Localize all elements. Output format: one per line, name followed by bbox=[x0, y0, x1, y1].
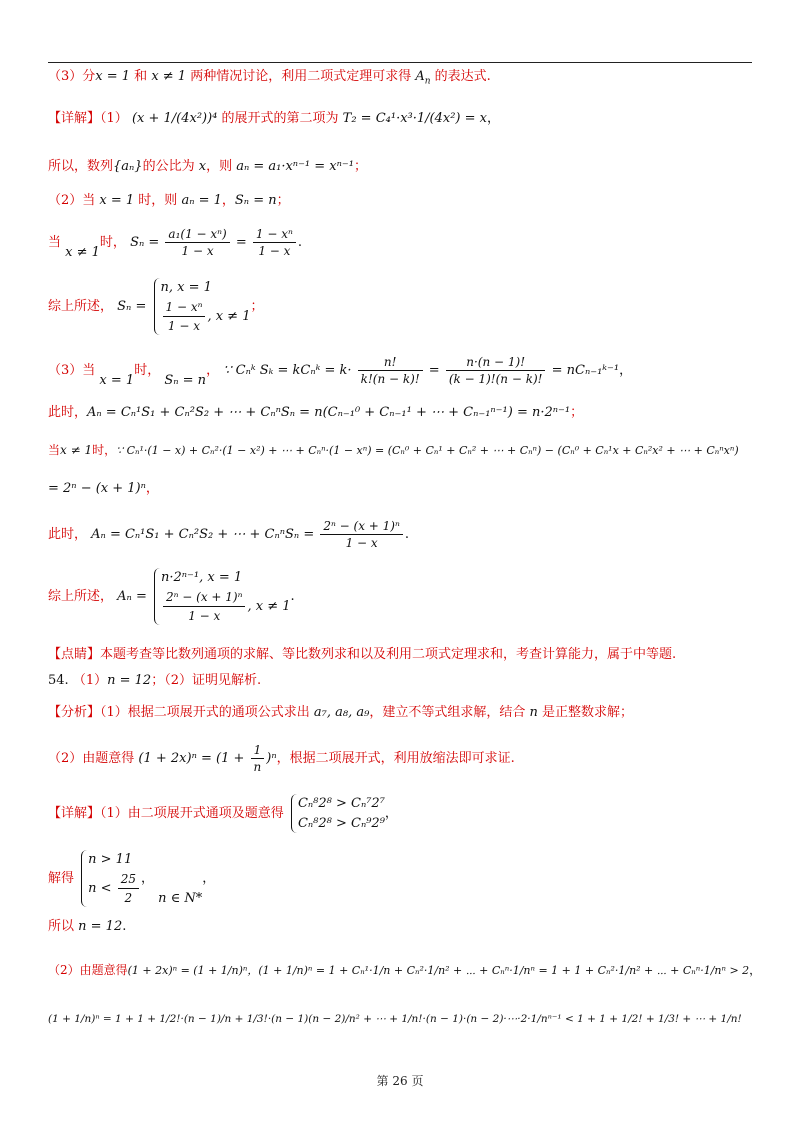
l2b-den2: 1 − x bbox=[258, 244, 291, 259]
l2b-pre: 当 bbox=[48, 235, 62, 251]
l2b-den1: 1 − x bbox=[181, 244, 214, 259]
line-2a bbox=[48, 192, 290, 210]
l3e-frac bbox=[320, 518, 403, 551]
q54-ans1: n = 12 bbox=[107, 673, 152, 688]
sum1-case2-num: 1 − xⁿ bbox=[163, 298, 206, 317]
l2a-f2: Sₙ = n bbox=[234, 193, 277, 208]
l2b-mid: 时， bbox=[99, 235, 126, 251]
proof1-formula: (1 + 2x)ⁿ = (1 + 1/n)ⁿ，(1 + 1/n)ⁿ = 1 + Cₙ¹·1/n + Cₙ²·1/n² + ⋯ + Cₙⁿ·1/nⁿ = 1 + 1 + Cₙ²·1/n² + ⋯ + Cₙⁿ·1/nⁿ > 2 bbox=[127, 964, 750, 977]
proof1-post: ， bbox=[749, 963, 762, 977]
sothat-pre: 所以 bbox=[48, 919, 79, 934]
l2b-num2: 1 − xⁿ bbox=[253, 226, 296, 243]
analysis2-frac-num: 1 bbox=[251, 742, 265, 759]
l3e-den: 1 − x bbox=[345, 536, 378, 551]
l3b-formula: Aₙ = Cₙ¹S₁ + Cₙ²S₂ + ⋯ + CₙⁿSₙ = n(Cₙ₋₁⁰ + Cₙ₋₁¹ + ⋯ + Cₙ₋₁ⁿ⁻¹) = n·2ⁿ⁻¹ bbox=[87, 405, 571, 420]
l2a-f1: aₙ = 1 bbox=[181, 193, 222, 208]
sum2-case2-den: 1 − x bbox=[188, 608, 221, 623]
solve-pre: 解得 bbox=[48, 870, 75, 886]
comment-line bbox=[48, 646, 676, 664]
proof1-pre: （2）由题意得 bbox=[48, 963, 128, 977]
detail1-mid: 的展开式的第二项为 bbox=[217, 111, 343, 126]
detail2-ineq2: Cₙ⁸2⁸ > Cₙ⁹2⁹ bbox=[297, 815, 385, 831]
q54-sep: ；（2）证明见解析. bbox=[151, 673, 262, 688]
analysis2-pre: （2）由题意得 bbox=[48, 751, 139, 767]
hint-sub: n bbox=[424, 76, 431, 87]
ratio-mid: 的公比为 bbox=[142, 159, 199, 174]
detail2-cases bbox=[291, 794, 385, 833]
solve-c2-den: 2 bbox=[124, 890, 133, 905]
line-3e bbox=[48, 518, 409, 551]
sum2-lhs: Aₙ = bbox=[117, 588, 147, 604]
l3a-den1: k!(n − k)! bbox=[360, 372, 420, 387]
detail1-post: ， bbox=[486, 111, 500, 126]
l2a-cond: x = 1 bbox=[99, 193, 135, 208]
l3b-post: ； bbox=[570, 405, 584, 420]
ratio-formula: aₙ = a₁·xⁿ⁻¹ = xⁿ⁻¹ bbox=[236, 159, 354, 174]
sothat-line bbox=[48, 918, 126, 936]
header-rule bbox=[48, 62, 752, 63]
hint-post: 的表达式. bbox=[430, 69, 491, 84]
detail2-pre: （1）由二项展开式通项及题意得 bbox=[100, 806, 284, 821]
l3c-mid: 时， bbox=[92, 443, 117, 457]
l3a-tail: = nCₙ₋₁ᵏ⁻¹ bbox=[551, 363, 620, 379]
line-3b bbox=[48, 404, 583, 422]
detail1-line bbox=[48, 110, 500, 128]
analysis2-line bbox=[48, 742, 515, 775]
analysis2-frac bbox=[251, 742, 265, 775]
analysis2-rhs-close: )ⁿ bbox=[266, 751, 277, 767]
summary1 bbox=[48, 278, 264, 335]
q54-p1: （1） bbox=[72, 673, 108, 688]
l3e-num: 2ⁿ − (x + 1)ⁿ bbox=[320, 518, 403, 535]
summary2 bbox=[48, 568, 295, 625]
sum2-post: . bbox=[290, 588, 295, 604]
analysis-line bbox=[48, 704, 633, 722]
l2b-frac2 bbox=[253, 226, 296, 259]
ratio-post: ； bbox=[353, 159, 367, 174]
l3a-f: Sₙ = n bbox=[164, 373, 207, 389]
hint-cond1: x = 1 bbox=[95, 69, 131, 84]
ratio-q: x bbox=[198, 159, 207, 174]
l3a-num2: n·(n − 1)! bbox=[446, 354, 546, 371]
q54-line bbox=[48, 672, 261, 690]
analysis-post: 是正整数求解； bbox=[537, 705, 633, 720]
proof1-line bbox=[48, 962, 761, 979]
sum1-cases bbox=[154, 278, 251, 335]
solve-c2-frac bbox=[118, 870, 139, 907]
ratio-seq: {aₙ} bbox=[113, 159, 143, 174]
detail1-expr: (x + 1/(4x²))⁴ bbox=[131, 111, 218, 126]
analysis-tag: 【分析】 bbox=[48, 705, 101, 720]
hint-sym: A bbox=[415, 69, 425, 84]
solve-c1: n > 11 bbox=[88, 852, 133, 867]
l2b-cond: x ≠ 1 bbox=[65, 245, 100, 261]
detail2-tag: 【详解】 bbox=[48, 806, 101, 821]
sum1-case2-frac bbox=[163, 298, 206, 335]
l3a-num1: n! bbox=[358, 354, 423, 371]
l3a-mid2: ， bbox=[206, 363, 220, 379]
l3a-den2: (k − 1)!(n − k)! bbox=[448, 372, 543, 387]
l3a-frac1 bbox=[358, 354, 423, 387]
solve-c2-lhs: n < bbox=[88, 880, 112, 896]
l3a-pre: （3）当 bbox=[48, 363, 96, 379]
line-3a bbox=[48, 354, 632, 387]
detail1-term: T₂ = C₄¹·x³·1/(4x²) = x bbox=[342, 111, 487, 126]
q54-number: 54. bbox=[48, 673, 69, 688]
hint-cond2: x ≠ 1 bbox=[151, 69, 187, 84]
analysis2-post: ，根据二项展开式，利用放缩法即可求证. bbox=[276, 751, 515, 767]
l3a-mid: 时， bbox=[134, 363, 161, 379]
l2a-sep: ， bbox=[221, 193, 235, 208]
sum1-lhs: Sₙ = bbox=[117, 298, 147, 314]
l2a-post: ； bbox=[276, 193, 290, 208]
ratio-mid2: ，则 bbox=[206, 159, 237, 174]
detail2-post: ， bbox=[384, 806, 398, 821]
l2b-frac1 bbox=[165, 226, 229, 259]
l2b-post: . bbox=[297, 235, 302, 251]
l3d-post: ， bbox=[145, 481, 159, 496]
l3e-lhs: Aₙ = Cₙ¹S₁ + Cₙ²S₂ + ⋯ + CₙⁿSₙ = bbox=[91, 527, 315, 543]
solve-domain: n ∈ N* bbox=[158, 890, 203, 906]
hint-pre: （3）分 bbox=[48, 69, 96, 84]
hint-and: 和 bbox=[130, 69, 152, 84]
sum1-pre: 综上所述， bbox=[48, 298, 114, 314]
detail2-line bbox=[48, 794, 398, 833]
proof2-line bbox=[48, 1012, 742, 1027]
sum1-post: ； bbox=[250, 298, 264, 314]
sothat-post: . bbox=[122, 919, 127, 934]
l3c-cond: x ≠ 1 bbox=[60, 443, 93, 457]
sum2-cases bbox=[154, 568, 291, 625]
sum2-pre: 综上所述， bbox=[48, 588, 114, 604]
l3a-post: ， bbox=[619, 363, 633, 379]
l3c-formula: ∵ Cₙ¹·(1 − x) + Cₙ²·(1 − x²) + ⋯ + Cₙⁿ·(1 − xⁿ) = (Cₙ⁰ + Cₙ¹ + Cₙ² + ⋯ + Cₙⁿ) − (Cₙ⁰ + Cₙ¹x + Cₙ²x² + ⋯ + Cₙⁿxⁿ) bbox=[116, 444, 739, 457]
ratio-pre: 所以，数列 bbox=[48, 159, 114, 174]
line-3c bbox=[48, 442, 739, 459]
hint-mid: 两种情况讨论，利用二项式定理可求得 bbox=[186, 69, 416, 84]
solve-c2-num: 25 bbox=[118, 870, 139, 889]
l2a-pre: （2）当 bbox=[48, 193, 100, 208]
sum2-case1: n·2ⁿ⁻¹, x = 1 bbox=[160, 570, 243, 585]
comment-tag: 【点睛】 bbox=[48, 647, 101, 662]
solve-post2: ， bbox=[202, 870, 216, 886]
l3e-pre: 此时， bbox=[48, 527, 88, 543]
sothat-ans: n = 12 bbox=[78, 919, 123, 934]
sum2-case2-frac bbox=[163, 588, 246, 625]
sum1-case1: n, x = 1 bbox=[160, 280, 212, 295]
sum1-case2-cond: , x ≠ 1 bbox=[207, 308, 251, 324]
solve-line bbox=[48, 850, 215, 907]
line-2b bbox=[48, 226, 302, 259]
analysis-mid: ，建立不等式组求解，结合 bbox=[369, 705, 530, 720]
l3d-formula: = 2ⁿ − (x + 1)ⁿ bbox=[48, 481, 146, 496]
proof2-formula: (1 + 1/n)ⁿ = 1 + 1 + 1/2!·(n − 1)/n + 1/3!·(n − 1)(n − 2)/n² + ⋯ + 1/n!·(n − 1)·(n − 2)·⋯·2·1/nⁿ⁻¹ < 1 + 1 + 1/2! + 1/3! + ⋯ + 1/n! bbox=[48, 1013, 742, 1025]
detail-tag: 【详解】 bbox=[48, 111, 101, 126]
analysis2-rhs-open: (1 + bbox=[216, 751, 249, 767]
detail2-ineq1: Cₙ⁸2⁸ > Cₙ⁷2⁷ bbox=[297, 796, 385, 811]
ratio-line bbox=[48, 158, 367, 176]
part3-hint bbox=[48, 68, 491, 88]
analysis-pre: （1）根据二项展开式的通项公式求出 bbox=[100, 705, 314, 720]
l3e-post: . bbox=[404, 527, 409, 543]
line-3d bbox=[48, 480, 159, 498]
sum2-case2-num: 2ⁿ − (x + 1)ⁿ bbox=[163, 588, 246, 607]
page-footer: 第 26 页 bbox=[376, 1074, 424, 1088]
analysis-terms: a₇, a₈, a₉ bbox=[313, 705, 370, 720]
l3a-eq: = bbox=[428, 363, 440, 379]
detail1-pre: （1） bbox=[100, 111, 128, 126]
solve-cases bbox=[81, 850, 141, 907]
comment-text: 本题考查等比数列通项的求解、等比数列求和以及利用二项式定理求和，考查计算能力，属于中等题. bbox=[100, 647, 677, 662]
l2a-mid: 时，则 bbox=[134, 193, 182, 208]
l3b-pre: 此时， bbox=[48, 405, 88, 420]
solve-post: ， bbox=[140, 870, 154, 886]
analysis-var: n bbox=[529, 705, 538, 720]
analysis2-lhs: (1 + 2x)ⁿ = bbox=[138, 751, 212, 767]
sum1-case2-den: 1 − x bbox=[167, 318, 201, 333]
l3a-because: ∵ Cₙᵏ Sₖ = kCₙᵏ = k· bbox=[223, 363, 352, 379]
l2b-eq: = bbox=[235, 235, 247, 251]
sum2-case2-cond: , x ≠ 1 bbox=[247, 598, 291, 614]
l3c-pre: 当 bbox=[48, 443, 61, 457]
analysis2-frac-den: n bbox=[253, 760, 262, 775]
l3a-frac2 bbox=[446, 354, 546, 387]
l3a-cond: x = 1 bbox=[99, 373, 135, 389]
l2b-lhs: Sₙ = bbox=[130, 235, 160, 251]
l2b-num1: a₁(1 − xⁿ) bbox=[165, 226, 229, 243]
